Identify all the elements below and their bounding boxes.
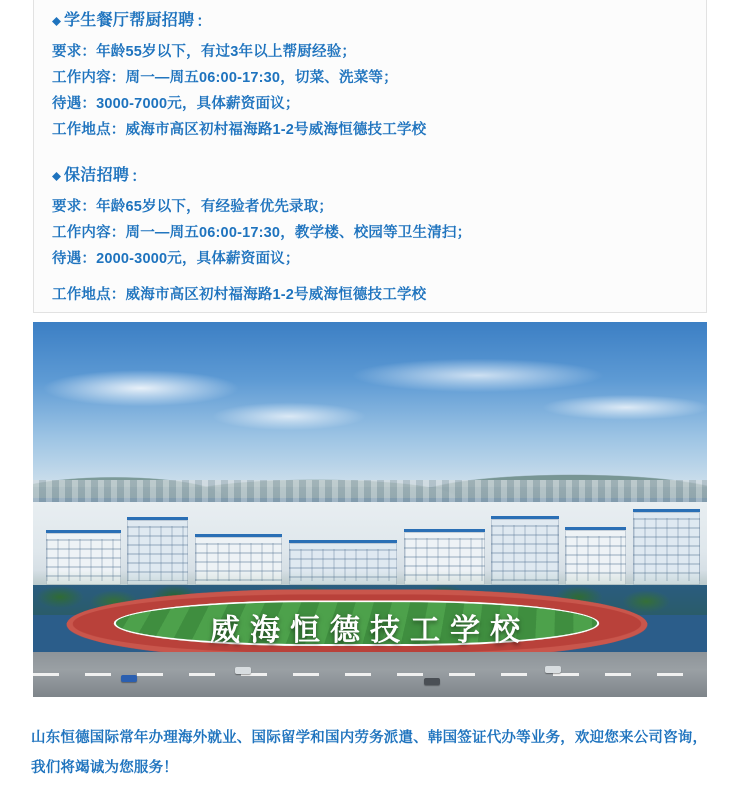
campus-photo	[33, 322, 707, 697]
job-requirement-line: 要求：年龄65岁以下，有经验者优先录取；	[52, 199, 334, 215]
photo-caption: 威海恒德技工学校	[210, 614, 530, 647]
photo-clouds	[33, 337, 707, 465]
photo-car	[424, 678, 440, 685]
job-title-colon: ：	[196, 13, 212, 30]
job-location-line: 工作地点：威海市高区初村福海路1-2号威海恒德技工学校	[52, 122, 427, 138]
job-title-colon: ：	[131, 168, 147, 185]
job-title: 保洁招聘	[64, 166, 130, 184]
job-title-row	[52, 10, 688, 31]
job-listing-panel	[33, 0, 707, 313]
photo-road	[33, 652, 707, 697]
photo-car	[235, 667, 251, 674]
job-requirement-line: 要求：年龄55岁以下，有过3年以上帮厨经验；	[52, 44, 357, 60]
job-title-row	[52, 165, 688, 186]
section-spacer	[52, 149, 688, 165]
photo-car	[121, 675, 137, 682]
job-salary-line: 待遇：2000-3000元，具体薪资面议；	[52, 251, 300, 267]
job-duties-line: 工作内容：周一—周五06:00-17:30，切菜、洗菜等；	[52, 70, 398, 86]
job-title: 学生餐厅帮厨招聘	[64, 11, 195, 29]
diamond-bullet-icon	[52, 172, 61, 181]
job-location-line: 工作地点：威海市高区初村福海路1-2号威海恒德技工学校	[52, 287, 427, 303]
job-block-kitchen-helper	[52, 10, 688, 143]
job-salary-line: 待遇：3000-7000元，具体薪资面议；	[52, 96, 300, 112]
campus-photo-canvas	[33, 322, 707, 697]
photo-car	[545, 666, 561, 673]
footer-paragraph: 山东恒德国际常年办理海外就业、国际留学和国内劳务派遣、韩国签证代办等业务，欢迎您来公司咨询，我们将竭诚为您服务！	[31, 730, 708, 776]
job-duties-line: 工作内容：周一—周五06:00-17:30，教学楼、校园等卫生清扫；	[52, 225, 472, 241]
job-block-cleaning	[52, 165, 688, 308]
diamond-bullet-icon	[52, 17, 61, 26]
